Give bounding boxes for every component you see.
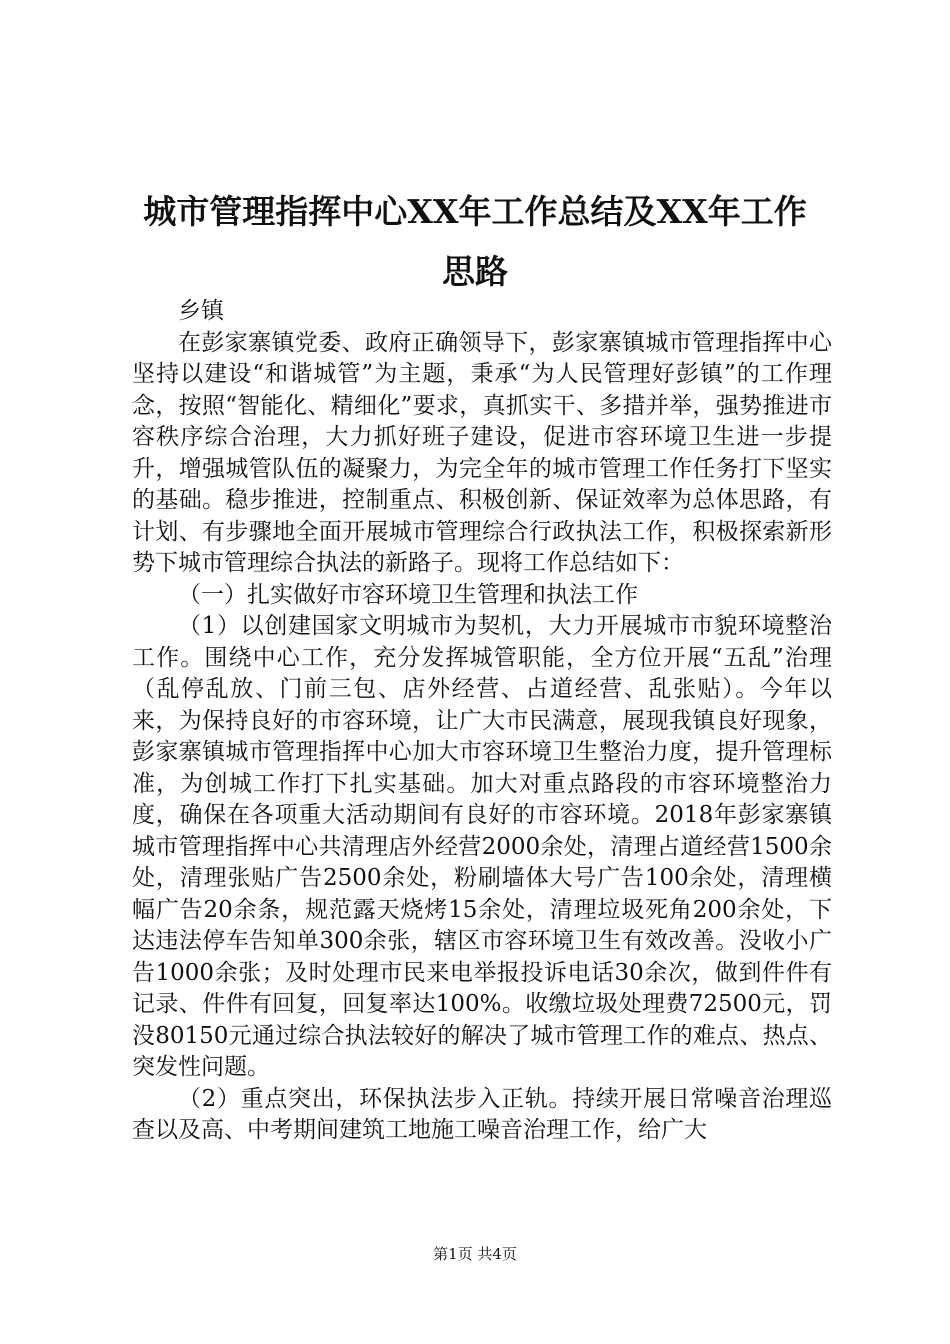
document-body (132, 296, 832, 1147)
paragraph-item-1: （1）以创建国家文明城市为契机，大力开展城市市貌环境整治工作。围绕中心工作，充分发挥城管职能，全方位开展“五乱”治理（乱停乱放、门前三包、店外经营、占道经营、乱张贴）。今年以来，为保持良好的市容环境，让广大市民满意，展现我镇良好现象，彭家寨镇城市管理指挥中心加大市容环境卫生整治力度，提升管理标准，为创城工作打下扎实基础。加大对重点路段的市容环境整治力度，确保在各项重大活动期间有良好的市容环境。2018年彭家寨镇城市管理指挥中心共清理店外经营2000余处，清理占道经营1500余处，清理张贴广告2500余处，粉刷墙体大号广告100余处，清理横幅广告20余条，规范露天烧烤15余处，清理垃圾死角200余处，下达违法停车告知单300余张，辖区市容环境卫生有效改善。没收小广告1000余张；及时处理市民来电举报投诉电话30余次，做到件件有记录、件件有回复，回复率达100%。收缴垃圾处理费72500元，罚没80150元通过综合执法较好的解决了城市管理工作的难点、热点、突发性问题。 (132, 613, 832, 1080)
document-title (100, 182, 850, 302)
title-line-1: 城市管理指挥中心XX年工作总结及XX年工作 (143, 192, 807, 231)
section-heading-1: （一）扎实做好市容环境卫生管理和执法工作 (178, 581, 638, 608)
paragraph-intro: 在彭家寨镇党委、政府正确领导下，彭家寨镇城市管理指挥中心坚持以建设“和谐城管”为主题，秉承“为人民管理好彭镇”的工作理念，按照“智能化、精细化”要求，真抓实干、多措并举，强势推进市容秩序综合治理，大力抓好班子建设，促进市容环境卫生进一步提升，增强城管队伍的凝聚力，为完全年的城市管理工作任务打下坚实的基础。稳步推进，控制重点、积极创新、保证效率为总体思路，有计划、有步骤地全面开展城市管理综合行政执法工作，积极探索新形势下城市管理综合执法的新路子。现将工作总结如下： (132, 329, 832, 576)
paragraph-author: 乡镇 (178, 298, 224, 324)
paragraph-item-2: （2）重点突出，环保执法步入正轨。持续开展日常噪音治理巡查以及高、中考期间建筑工地施工噪音治理工作，给广大 (132, 1085, 832, 1143)
title-line-2: 思路 (442, 252, 508, 291)
page-footer: 第1页 共4页 (433, 1245, 517, 1263)
